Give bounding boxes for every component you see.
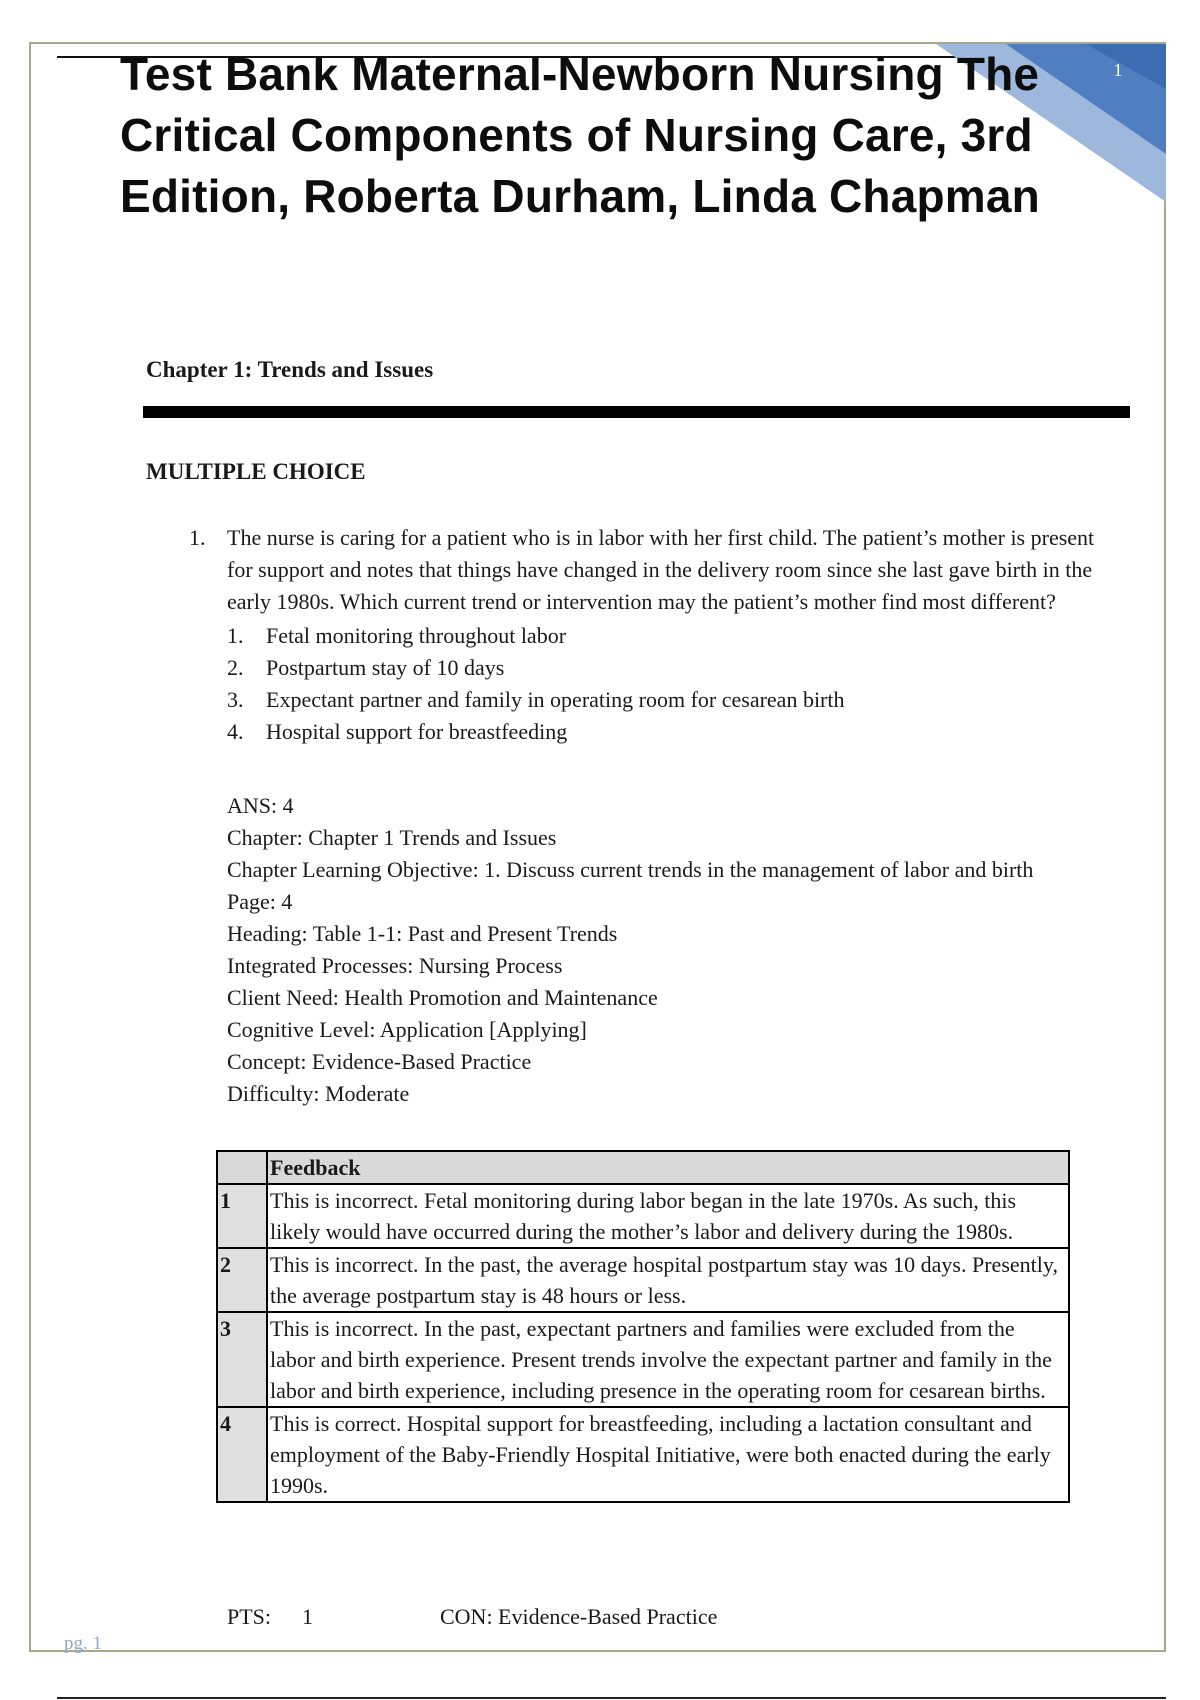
table-row (217, 1312, 1069, 1407)
feedback-row-text: This is incorrect. Fetal monitoring during labor began in the late 1970s. As such, this likely would have occurred during the mother’s labor and delivery during the 1980s. (267, 1184, 1069, 1248)
table-row (217, 1407, 1069, 1502)
concept-tag: CON: Evidence-Based Practice (440, 1604, 718, 1629)
feedback-row-number: 4 (217, 1407, 267, 1502)
points-value: 1 (302, 1604, 313, 1629)
option-text: Postpartum stay of 10 days (266, 655, 505, 680)
section-heading: MULTIPLE CHOICE (146, 459, 366, 484)
question-stem: The nurse is caring for a patient who is in labor with her first child. The patient’s mother is present for support and notes that things have changed in the delivery room since she last gave birth in the early 1980s. Which current trend or intervention may the patient’s mother find most different? (227, 525, 1095, 614)
meta-cognitive-level: Cognitive Level: Application [Applying] (227, 1017, 587, 1042)
answer-option (227, 684, 1114, 716)
answer-key: ANS: 4 (227, 793, 294, 818)
meta-concept: Concept: Evidence-Based Practice (227, 1049, 532, 1074)
footer-page-label: pg. 1 (64, 1633, 102, 1654)
points-label: PTS: (227, 1604, 272, 1629)
answer-option (227, 620, 1114, 652)
feedback-table (216, 1150, 1070, 1503)
points-line (227, 1602, 717, 1632)
feedback-row-number: 3 (217, 1312, 267, 1407)
footer-rule (57, 1697, 1166, 1699)
meta-page: Page: 4 (227, 889, 293, 914)
table-row (217, 1248, 1069, 1312)
page-number: 1 (1113, 60, 1123, 80)
option-number: 3. (227, 687, 244, 712)
feedback-row-text: This is incorrect. In the past, the average hospital postpartum stay was 10 days. Presently, the average postpartum stay is 48 hours or less. (267, 1248, 1069, 1312)
chapter-heading: Chapter 1: Trends and Issues (146, 357, 434, 382)
question-metadata (227, 790, 1127, 1110)
option-number: 4. (227, 719, 244, 744)
feedback-row-text: This is incorrect. In the past, expectant partners and families were excluded from the labor and birth experience. Present trends involve the expectant partner and family in the labor and birth experience, including presence in the operating room for cesarean births. (267, 1312, 1069, 1407)
meta-chapter: Chapter: Chapter 1 Trends and Issues (227, 825, 557, 850)
feedback-corner-cell (217, 1151, 267, 1184)
answer-option (227, 652, 1114, 684)
option-text: Hospital support for breastfeeding (266, 719, 568, 744)
chapter-divider (143, 406, 1130, 418)
feedback-header: Feedback (267, 1151, 1069, 1184)
meta-client-need: Client Need: Health Promotion and Maintenance (227, 985, 658, 1010)
meta-heading: Heading: Table 1-1: Past and Present Trends (227, 921, 618, 946)
meta-processes: Integrated Processes: Nursing Process (227, 953, 563, 978)
option-number: 2. (227, 655, 244, 680)
question-number: 1. (189, 525, 206, 550)
feedback-header-row (217, 1151, 1069, 1184)
answer-options (227, 620, 1114, 748)
answer-option (227, 716, 1114, 748)
feedback-row-number: 2 (217, 1248, 267, 1312)
option-text: Fetal monitoring throughout labor (266, 623, 567, 648)
document-title: Test Bank Maternal-Newborn Nursing The Critical Components of Nursing Care, 3rd Edition, Roberta Durham, Linda Chapman (120, 48, 1040, 222)
option-text: Expectant partner and family in operating room for cesarean birth (266, 687, 845, 712)
table-row (217, 1184, 1069, 1248)
option-number: 1. (227, 623, 244, 648)
meta-objective: Chapter Learning Objective: 1. Discuss current trends in the management of labor and birth (227, 857, 1034, 882)
question (189, 522, 1114, 748)
feedback-row-text: This is correct. Hospital support for breastfeeding, including a lactation consultant and employment of the Baby-Friendly Hospital Initiative, were both enacted during the early 1990s. (267, 1407, 1069, 1502)
meta-difficulty: Difficulty: Moderate (227, 1081, 410, 1106)
feedback-row-number: 1 (217, 1184, 267, 1248)
